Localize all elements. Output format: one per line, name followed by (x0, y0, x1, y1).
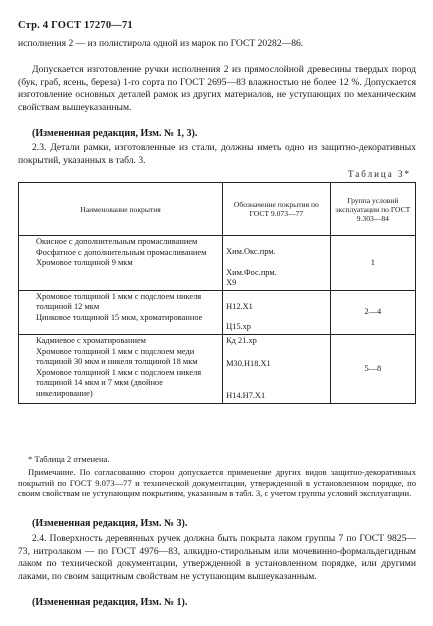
header-name: Наименование покрытия (19, 183, 223, 236)
page-header: Стр. 4 ГОСТ 17270—71 (18, 20, 133, 31)
group-cell: 5—8 (330, 334, 415, 403)
name-cell (19, 334, 223, 403)
paragraph-material: исполнения 2 — из полистирола одной из марок по ГОСТ 20282—86. (18, 38, 304, 49)
paragraph-alternative-materials: Допускается изготовление ручки исполнения 2 из прямослойной древесины твердых пород (бук, граб, ясень, береза) 1-го сорта по ГОСТ 2695—83 влажностью не более 12 %. Допускается изготовление основных деталей рамок из других материалов, не уступающих по механическим свойствам вышеуказанным. (18, 64, 416, 113)
group-cell: 2—4 (330, 290, 415, 334)
coating-name: Фосфатное с дополнительным промасливанием (36, 247, 207, 257)
coating-name: Кадмиевое с хроматированием (36, 335, 146, 345)
coating-code: М30.Н18.Х1 (226, 358, 271, 368)
coating-name: Хромовое толщиной 1 мкм с подслоем меди толщиной 30 мкм и никеля толщиной 18 мкм (36, 346, 198, 367)
coating-name: Хромовое толщиной 1 мкм с подслоем никеля толщиной 14 мкм и 7 мкм (двойное никелирование) (36, 367, 202, 398)
amendment-note-3: (Измененная редакция, Изм. № 1). (32, 597, 188, 608)
table-row (19, 290, 416, 334)
paragraph-2-4: 2.4. Поверхность деревянных ручек должна быть покрыта лаком группы 7 по ГОСТ 9825—73, нитролаком — по ГОСТ 4976—83, алкидно-стирольным или мочевинно-формальдегидным лаком по технической документации, утвержденной в установленном порядке, или другими лаками, по своим защитным свойствам не уступающим вышеуказанным. (18, 533, 416, 582)
coatings-table (18, 182, 416, 404)
group-cell: 1 (330, 236, 415, 291)
code-cell (223, 290, 331, 334)
amendment-note-2: (Измененная редакция, Изм. № 3). (32, 518, 188, 529)
coating-code: Н14.Н7.Х1 (226, 391, 266, 401)
paragraph-2-3: 2.3. Детали рамки, изготовленные из стали, должны иметь одно из защитно-декоративных покрытий, указанных в табл. 3. (18, 142, 416, 166)
code-cell (223, 236, 331, 291)
code-cell (223, 334, 331, 403)
coating-code: Ц15.хр (226, 322, 251, 332)
header-group: Группа условий эксплуатации по ГОСТ 9.303—84 (330, 183, 415, 236)
name-cell (19, 236, 223, 291)
table-note: Примечание. По согласованию сторон допускается применение других видов защитно-декоративных покрытий по ГОСТ 9.073—77 и технической документации, утвержденной в установленном порядке, по своим свойствам не уступающим покрытиям, указанным в табл. 3, с учетом группы условий эксплуатации. (18, 467, 416, 499)
coating-code: Хим.Фос.прм. (226, 267, 277, 277)
coating-name: Окисное с дополнительным промасливанием (36, 237, 198, 246)
table-row (19, 236, 416, 291)
table-caption: Таблица 3* (348, 169, 411, 179)
table-header-row (19, 183, 416, 236)
amendment-note-1: (Измененная редакция, Изм. № 1, 3). (32, 128, 198, 139)
coating-code: Кд 21.хр (226, 335, 257, 345)
coating-code: Х9 (226, 278, 237, 288)
coating-name: Хромовое толщиной 1 мкм с подслоем никеля толщиной 12 мкм (36, 291, 202, 312)
footnote-table-2: * Таблица 2 отменена. (28, 454, 110, 464)
table-row (19, 334, 416, 403)
name-cell (19, 290, 223, 334)
coating-code: Н12.Х1 (226, 301, 253, 311)
coating-name: Цинковое толщиной 15 мкм, хроматированное (36, 312, 203, 322)
coating-name: Хромовое толщиной 9 мкм (36, 258, 133, 268)
header-designation: Обозначение покрытия по ГОСТ 9.073—77 (223, 183, 331, 236)
coating-code: Хим.Окс.прм. (226, 247, 276, 256)
